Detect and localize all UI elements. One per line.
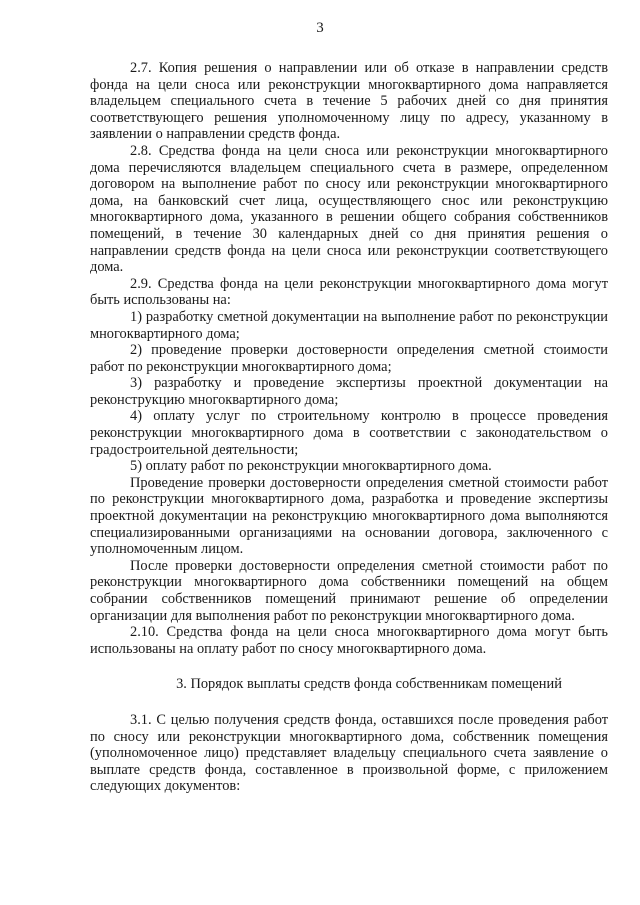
paragraph-2-7: 2.7. Копия решения о направлении или об отказе в направлении средств фонда на цели сноса или реконструкции многоквартирного дома направляется владельцем специального счета в течение 5 рабочих дней со дня принятия соответствующего решения уполномоченному лицу по адресу, указанному в заявлении о направлении средств фонда. — [90, 60, 608, 143]
list-item-3: 3) разработку и проведение экспертизы проектной документации на реконструкцию многоквартирного дома; — [90, 375, 608, 408]
paragraph-2-9: 2.9. Средства фонда на цели реконструкции многоквартирного дома могут быть использованы на: — [90, 275, 608, 309]
section-heading: 3. Порядок выплаты средств фонда собственникам помещений — [176, 676, 562, 693]
document-body — [90, 60, 608, 795]
paragraph-2-8: 2.8. Средства фонда на цели сноса или реконструкции многоквартирного дома перечисляются владельцем специального счета в размере, определенном договором на выполнение работ по сносу или реконструкции многоквартирного дома, на банковский счет лица, осуществляющего снос или реконструкцию многоквартирного дома, указанного в решении общего собрания собственников помещений, в течение 30 календарных дней со дня принятия решения о направлении средств фонда на цели сноса или реконструкции соответствующего дома. — [90, 142, 608, 276]
page-number: 3 — [316, 20, 324, 36]
paragraph-3-1: 3.1. С целью получения средств фонда, оставшихся после проведения работ по сносу или реконструкции многоквартирного дома, собственник помещения (уполномоченное лицо) представляет владельцу специального счета заявление о выплате средств фонда, составленное в произвольной форме, с приложением следующих документов: — [90, 711, 608, 795]
paragraph-verification: Проведение проверки достоверности определения сметной стоимости работ по реконструкции многоквартирного дома, разработка и проведение экспертизы проектной документации на реконструкцию многоквартирного дома выполняются специализированными организациями на основании договора, заключенного с уполномоченным лицом. — [90, 474, 608, 558]
paragraph-2-10: 2.10. Средства фонда на цели сноса многоквартирного дома могут быть использованы на оплату работ по сносу многоквартирного дома. — [90, 624, 608, 657]
list-item-4: 4) оплату услуг по строительному контролю в процессе проведения реконструкции многоквартирного дома в соответствии с законодательством о градостроительной деятельности; — [90, 408, 608, 458]
paragraph-after-verification: После проверки достоверности определения сметной стоимости работ по реконструкции многоквартирного дома собственники помещений на общем собрании собственников помещений принимают решение об определении организации для выполнения работ по реконструкции многоквартирного дома. — [90, 557, 608, 624]
list-item-1: 1) разработку сметной документации на выполнение работ по реконструкции многоквартирного дома; — [90, 308, 608, 342]
list-item-5: 5) оплату работ по реконструкции многоквартирного дома. — [130, 458, 492, 475]
list-item-2: 2) проведение проверки достоверности определения сметной стоимости работ по реконструкции многоквартирного дома; — [90, 342, 608, 375]
